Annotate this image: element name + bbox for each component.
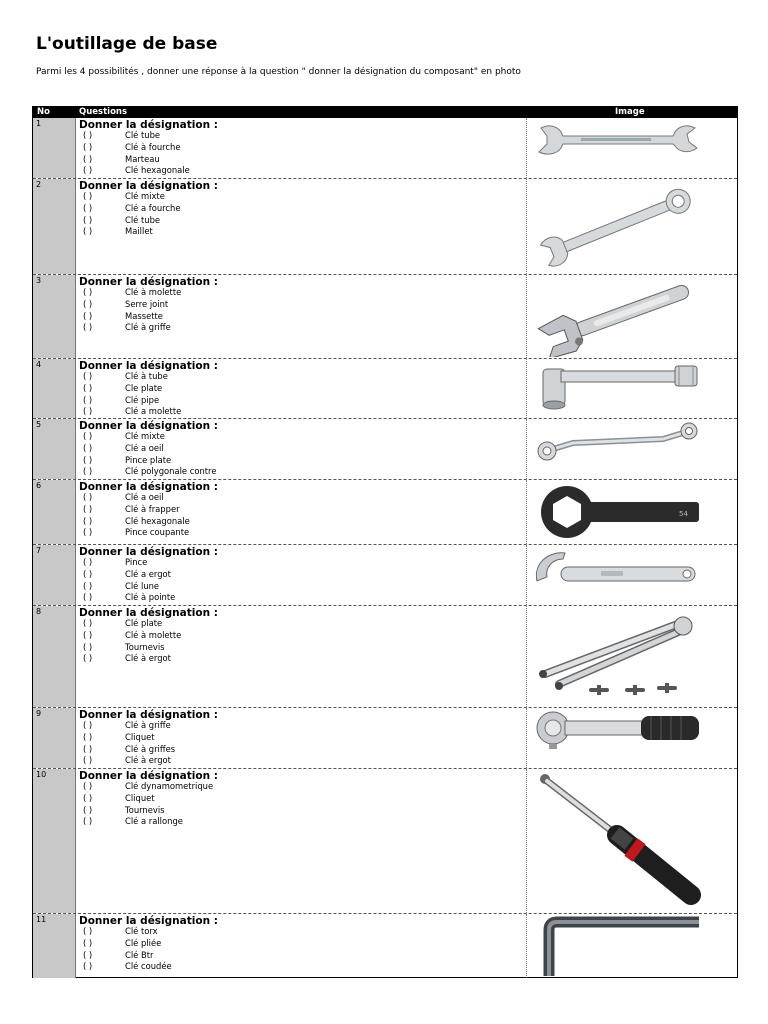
answer-label: Clé hexagonale <box>125 165 190 176</box>
question-row-11 <box>33 913 737 978</box>
question-title: Donner la désignation : <box>79 546 218 558</box>
answer-checkbox[interactable]: ( ) <box>83 527 93 538</box>
answer-checkbox[interactable]: ( ) <box>83 592 93 603</box>
answer-checkbox[interactable]: ( ) <box>83 961 93 972</box>
answer-checkbox[interactable]: ( ) <box>83 202 93 213</box>
open-end-wrench-icon <box>533 120 701 160</box>
answer-label: Pince plate <box>125 454 172 465</box>
answer-checkbox[interactable]: ( ) <box>83 394 93 405</box>
answer-label: Clé polygonale contre <box>125 466 217 477</box>
answer-label: Clé lune <box>125 580 160 591</box>
hook-spanner-icon <box>533 547 701 591</box>
answer-label: Tournevis <box>125 804 165 815</box>
answer-checkbox[interactable]: ( ) <box>83 755 93 766</box>
answer-label: Clé à griffe <box>125 720 171 730</box>
question-number: 4 <box>36 360 42 369</box>
answer-label: Clé tube <box>125 130 161 140</box>
answer-label: Clé coudée <box>125 961 172 972</box>
ratchet-icon <box>533 710 701 750</box>
question-row-7 <box>33 544 737 605</box>
answer-checkbox[interactable]: ( ) <box>83 214 93 225</box>
answer-checkbox[interactable]: ( ) <box>83 371 93 381</box>
question-title: Donner la désignation : <box>79 119 218 131</box>
pipe-wrench-icon <box>533 361 701 413</box>
answer-label: Serre joint <box>125 298 169 309</box>
answer-checkbox[interactable]: ( ) <box>83 568 93 579</box>
answer-checkbox[interactable]: ( ) <box>83 226 93 237</box>
torque-wrench-icon <box>533 771 701 911</box>
answer-label: Clé mixte <box>125 191 165 201</box>
answer-label: Clé plate <box>125 618 163 628</box>
question-title: Donner la désignation : <box>79 770 218 782</box>
answer-checkbox[interactable]: ( ) <box>83 720 93 730</box>
answer-checkbox[interactable]: ( ) <box>83 618 93 628</box>
answer-label: Maillet <box>125 226 153 237</box>
question-title: Donner la désignation : <box>79 276 218 288</box>
header-no: No <box>37 107 50 117</box>
hex-key-icon <box>533 916 701 976</box>
answer-label: Cle plate <box>125 382 163 393</box>
question-row-8 <box>33 605 737 707</box>
answer-label: Cliquet <box>125 731 155 742</box>
answer-checkbox[interactable]: ( ) <box>83 130 93 140</box>
question-title: Donner la désignation : <box>79 915 218 927</box>
answer-checkbox[interactable]: ( ) <box>83 816 93 827</box>
answer-label: Clé torx <box>125 926 158 936</box>
answer-label: Tournevis <box>125 641 165 652</box>
question-row-6 <box>33 479 737 544</box>
answer-checkbox[interactable]: ( ) <box>83 580 93 591</box>
answer-label: Clé mixte <box>125 431 165 441</box>
answer-checkbox[interactable]: ( ) <box>83 492 93 502</box>
answer-checkbox[interactable]: ( ) <box>83 781 93 791</box>
answer-label: Pince coupante <box>125 527 190 538</box>
answer-label: Clé a molette <box>125 406 182 417</box>
question-number: 3 <box>36 276 42 285</box>
answer-label: Clé à ergot <box>125 755 171 766</box>
answer-label: Clé pliée <box>125 937 162 948</box>
answer-checkbox[interactable]: ( ) <box>83 926 93 936</box>
combination-wrench-icon <box>533 181 701 271</box>
answer-label: Clé à pointe <box>125 592 176 603</box>
answer-checkbox[interactable]: ( ) <box>83 298 93 309</box>
answer-checkbox[interactable]: ( ) <box>83 466 93 477</box>
answer-checkbox[interactable]: ( ) <box>83 431 93 441</box>
question-number: 6 <box>36 481 42 490</box>
answer-checkbox[interactable]: ( ) <box>83 515 93 526</box>
question-number: 2 <box>36 180 42 189</box>
answer-label: Clé à tube <box>125 371 168 381</box>
question-title: Donner la désignation : <box>79 709 218 721</box>
answer-label: Clé a ergot <box>125 568 171 579</box>
question-number: 9 <box>36 709 42 718</box>
answer-checkbox[interactable]: ( ) <box>83 731 93 742</box>
answer-checkbox[interactable]: ( ) <box>83 191 93 201</box>
question-number: 7 <box>36 546 42 555</box>
question-row-10 <box>33 768 737 913</box>
answer-checkbox[interactable]: ( ) <box>83 153 93 164</box>
answer-checkbox[interactable]: ( ) <box>83 322 93 333</box>
question-row-9 <box>33 707 737 768</box>
answer-label: Clé hexagonale <box>125 515 190 526</box>
answer-checkbox[interactable]: ( ) <box>83 406 93 417</box>
answer-checkbox[interactable]: ( ) <box>83 141 93 152</box>
question-row-5 <box>33 418 737 479</box>
answer-checkbox[interactable]: ( ) <box>83 743 93 754</box>
page-title: L'outillage de base <box>36 34 218 54</box>
answer-label: Clé a oeil <box>125 492 164 502</box>
question-row-3 <box>33 274 737 358</box>
question-row-4 <box>33 358 737 418</box>
striking-wrench-icon <box>533 482 701 542</box>
header-questions: Questions <box>79 107 128 117</box>
question-title: Donner la désignation : <box>79 180 218 192</box>
answer-label: Clé à molette <box>125 287 182 297</box>
answer-label: Clé tube <box>125 214 161 225</box>
answer-label: Clé à fourche <box>125 141 181 152</box>
question-number: 8 <box>36 607 42 616</box>
question-title: Donner la désignation : <box>79 360 218 372</box>
question-number: 11 <box>36 915 47 924</box>
answer-label: Clé à griffes <box>125 743 176 754</box>
answer-label: Clé a rallonge <box>125 816 183 827</box>
answer-checkbox[interactable]: ( ) <box>83 629 93 640</box>
answer-checkbox[interactable]: ( ) <box>83 792 93 803</box>
svg-text:54: 54 <box>679 510 688 518</box>
answer-checkbox[interactable]: ( ) <box>83 804 93 815</box>
answer-label: Clé pipe <box>125 394 160 405</box>
answer-label: Clé a fourche <box>125 202 181 213</box>
answer-label: Cliquet <box>125 792 155 803</box>
answer-label: Clé a oeil <box>125 442 164 453</box>
table-header <box>33 106 737 118</box>
answer-checkbox[interactable]: ( ) <box>83 503 93 514</box>
answer-label: Marteau <box>125 153 160 164</box>
question-number: 1 <box>36 119 42 128</box>
answer-label: Clé à molette <box>125 629 182 640</box>
question-number: 5 <box>36 420 42 429</box>
question-row-2 <box>33 178 737 274</box>
header-image: Image <box>615 107 645 117</box>
answer-checkbox[interactable]: ( ) <box>83 937 93 948</box>
question-title: Donner la désignation : <box>79 420 218 432</box>
answer-checkbox[interactable]: ( ) <box>83 557 93 567</box>
answer-checkbox[interactable]: ( ) <box>83 653 93 664</box>
answer-label: Clé dynamometrique <box>125 781 214 791</box>
answer-label: Massette <box>125 310 163 321</box>
pin-spanner-icon <box>533 608 701 704</box>
answer-label: Clé à griffe <box>125 322 171 333</box>
quiz-table <box>32 106 738 978</box>
answer-checkbox[interactable]: ( ) <box>83 382 93 393</box>
answer-checkbox[interactable]: ( ) <box>83 454 93 465</box>
answer-checkbox[interactable]: ( ) <box>83 287 93 297</box>
offset-ring-wrench-icon <box>533 421 701 465</box>
question-number: 10 <box>36 770 47 779</box>
answer-checkbox[interactable]: ( ) <box>83 442 93 453</box>
answer-checkbox[interactable]: ( ) <box>83 310 93 321</box>
answer-label: Clé Btr <box>125 949 154 960</box>
answer-label: Clé à ergot <box>125 653 171 664</box>
answer-checkbox[interactable]: ( ) <box>83 641 93 652</box>
adjustable-wrench-icon <box>533 277 701 357</box>
instructions-text: Parmi les 4 possibilités , donner une réponse à la question " donner la désignation du composant" en photo <box>36 67 521 77</box>
question-title: Donner la désignation : <box>79 481 218 493</box>
answer-label: Clé à frapper <box>125 503 180 514</box>
question-title: Donner la désignation : <box>79 607 218 619</box>
answer-checkbox[interactable]: ( ) <box>83 949 93 960</box>
answer-checkbox[interactable]: ( ) <box>83 165 93 176</box>
question-row-1 <box>33 118 737 178</box>
answer-label: Pince <box>125 557 148 567</box>
